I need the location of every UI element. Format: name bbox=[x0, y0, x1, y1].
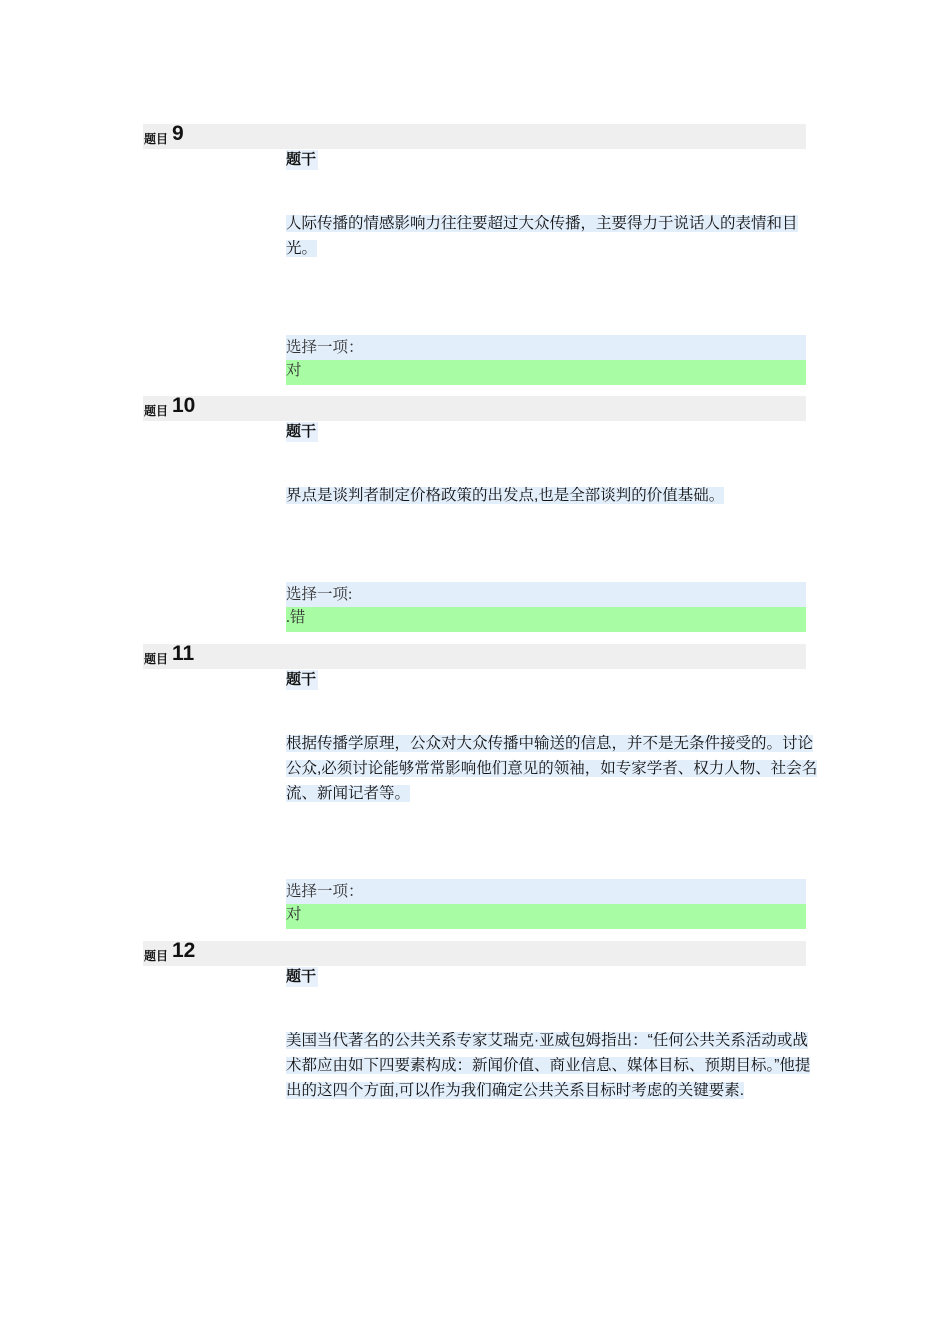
question-stem: 美国当代著名的公共关系专家艾瑞克·亚威包姆指出：“任何公共关系活动或战术都应由如下四要素构成：新闻价值、商业信息、媒体目标、预期目标。”他提出的这四个方面,可以作为我们确定公共关系目标时考虑的关键要素. bbox=[286, 1032, 811, 1099]
selected-answer[interactable]: .错 bbox=[286, 607, 806, 632]
stem-label: 题干 bbox=[286, 671, 317, 688]
choose-one-label: 选择一项: bbox=[286, 582, 806, 607]
question-number: 10 bbox=[172, 394, 196, 417]
question-header-10 bbox=[143, 396, 806, 421]
question-header-11 bbox=[143, 644, 806, 669]
question-header-12 bbox=[143, 941, 806, 966]
stem-label: 题干 bbox=[286, 423, 317, 440]
question-label: 题目 bbox=[144, 652, 169, 666]
question-label: 题目 bbox=[144, 404, 169, 418]
question-number: 9 bbox=[172, 122, 184, 145]
question-label: 题目 bbox=[144, 132, 169, 146]
selected-answer[interactable]: 对 bbox=[286, 904, 806, 929]
selected-answer[interactable]: 对 bbox=[286, 360, 806, 385]
stem-label: 题干 bbox=[286, 151, 317, 168]
question-stem: 根据传播学原理，公众对大众传播中输送的信息，并不是无条件接受的。讨论公众,必须讨论能够常常影响他们意见的领袖，如专家学者、权力人物、社会名流、新闻记者等。 bbox=[286, 735, 818, 802]
question-label: 题目 bbox=[144, 949, 169, 963]
choose-one-label: 选择一项： bbox=[286, 335, 806, 360]
question-stem: 界点是谈判者制定价格政策的出发点,也是全部谈判的价值基础。 bbox=[286, 487, 725, 504]
question-number: 12 bbox=[172, 939, 196, 962]
question-number: 11 bbox=[172, 642, 195, 665]
question-header-9 bbox=[143, 124, 806, 149]
stem-label: 题干 bbox=[286, 968, 317, 985]
question-stem: 人际传播的情感影响力往往要超过大众传播，主要得力于说话人的表情和目光。 bbox=[286, 215, 798, 257]
choose-one-label: 选择一项： bbox=[286, 879, 806, 904]
